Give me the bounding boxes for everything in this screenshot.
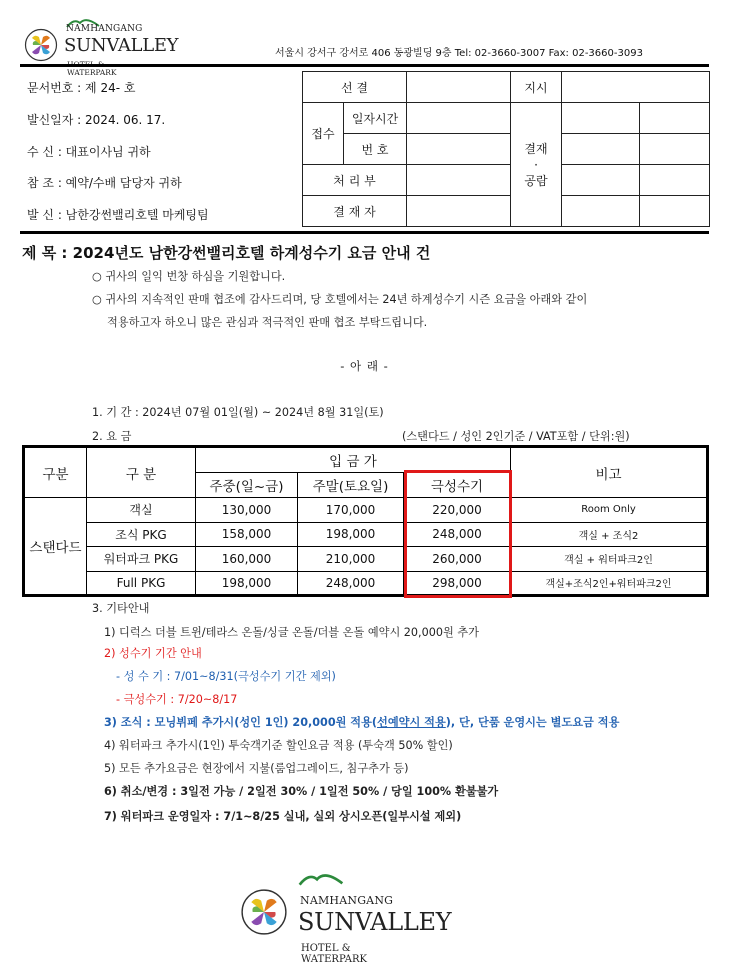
peak-price: 248,000: [404, 522, 511, 547]
col-weekday: 주중(일~금): [196, 473, 298, 498]
intro-paragraph: ○ 귀사의 지속적인 판매 협조에 감사드리며, 당 호텔에서는 24년 하계성수기 시즌 요금을 아래와 같이: [92, 293, 588, 306]
intro-paragraph-cont: 적용하고자 하오니 많은 관심과 적극적인 판매 협조 부탁드립니다.: [107, 316, 428, 329]
sign-cell: [640, 103, 710, 134]
logo-sun: SUN: [298, 908, 355, 936]
col-gubun: 구분: [24, 447, 87, 498]
cheoribu-cell: [407, 165, 511, 196]
etc-item-2a: - 성 수 기 : 7/01~8/31(극성수기 기간 제외): [116, 670, 336, 683]
weekday-price: 130,000: [196, 498, 298, 523]
iljasigan-label: 일자시간: [344, 103, 407, 134]
col-note: 비고: [511, 447, 708, 498]
weekend-price: 170,000: [298, 498, 404, 523]
header-divider: [20, 64, 709, 67]
etc-item-6: 6) 취소/변경 : 3일전 가능 / 2일전 30% / 1일전 50% / 당일 100% 환불불가: [104, 785, 499, 798]
seongyeol-label: 선 결: [303, 72, 407, 103]
send-date: 발신일자 : 2024. 06. 17.: [27, 113, 166, 127]
table-row: [24, 522, 708, 547]
package-name: 조식 PKG: [87, 522, 196, 547]
sign-cell: [562, 196, 640, 227]
doc-number: 문서번호 : 제 24- 호: [27, 81, 136, 95]
etc-item-2: 2) 성수기 기간 안내: [104, 647, 202, 660]
etc-heading: 3. 기타안내: [92, 602, 150, 615]
package-note: Room Only: [511, 498, 708, 523]
mountain-icon: [298, 870, 344, 886]
cheoribu-label: 처 리 부: [303, 165, 407, 196]
gyeoljae-gongram-label: 결재 · 공람: [511, 103, 562, 227]
sign-cell: [562, 165, 640, 196]
etc-item-4: 4) 워터파크 추가시(1인) 투숙객기준 할인요금 적용 (투숙객 50% 할인): [104, 739, 453, 752]
table-row: [24, 498, 708, 523]
seongyeol-cell: [407, 72, 511, 103]
package-name: 객실: [87, 498, 196, 523]
etc-item-5: 5) 모든 추가요금은 현장에서 지불(룸업그레이드, 침구추가 등): [104, 762, 409, 775]
sign-cell: [562, 103, 640, 134]
logo-waterpark: WATERPARK: [67, 68, 117, 77]
beonho-cell: [407, 134, 511, 165]
preorder-note: 선예약시 적용: [377, 716, 446, 729]
package-name: Full PKG: [87, 571, 196, 596]
col-price-group: 입 금 가: [196, 447, 511, 473]
table-row: [24, 571, 708, 596]
logo-valley: VALLEY: [354, 908, 452, 936]
rate-table: [22, 445, 709, 597]
peak-price: 260,000: [404, 547, 511, 572]
fee-note: (스탠다드 / 성인 2인기준 / VAT포함 / 단위:원): [402, 430, 630, 443]
gyeoljaeja-cell: [407, 196, 511, 227]
logo-hotel: HOTEL &: [301, 943, 351, 954]
logo-waterpark: WATERPARK: [301, 954, 367, 965]
sign-cell: [640, 134, 710, 165]
col-weekend: 주말(토요일): [298, 473, 404, 498]
sign-cell: [562, 134, 640, 165]
sign-cell: [640, 165, 710, 196]
etc-item-2b: - 극성수기 : 7/20~8/17: [116, 693, 238, 706]
hotel-logo: [24, 16, 224, 77]
sunvalley-emblem-icon: [240, 888, 288, 936]
etc-item-7: 7) 워터파크 운영일자 : 7/1~8/25 실내, 실외 상시오픈(일부시설 제외): [104, 810, 462, 823]
col-peak: 극성수기: [404, 473, 511, 498]
sunvalley-emblem-icon: [24, 28, 58, 62]
table-row: [24, 547, 708, 572]
jeopsu-label: 접수: [303, 103, 344, 165]
greeting-paragraph: ○ 귀사의 일익 번창 하심을 기원합니다.: [92, 270, 286, 283]
package-note: 객실 + 조식2: [511, 522, 708, 547]
room-type: 스탠다드: [24, 498, 87, 596]
gyeoljaeja-label: 결 재 자: [303, 196, 407, 227]
logo-namhangang: NAMHANGANG: [66, 24, 143, 34]
jisi-label: 지시: [511, 72, 562, 103]
weekday-price: 160,000: [196, 547, 298, 572]
logo-sun: SUN: [64, 35, 107, 56]
below-mark: - 아 래 -: [340, 359, 389, 373]
approval-table: [302, 71, 710, 227]
sign-cell: [640, 196, 710, 227]
letterhead: [20, 14, 710, 77]
fee-label: 2. 요 금: [92, 430, 132, 443]
package-note: 객실 + 워터파크2인: [511, 547, 708, 572]
peak-price: 298,000: [404, 571, 511, 596]
logo-namhangang: NAMHANGANG: [300, 894, 394, 907]
period-line: 1. 기 간 : 2024년 07월 01일(월) ~ 2024년 8월 31일(토): [92, 406, 384, 419]
beonho-label: 번 호: [344, 134, 407, 165]
package-name: 워터파크 PKG: [87, 547, 196, 572]
weekend-price: 198,000: [298, 522, 404, 547]
etc-item-1: 1) 디럭스 더블 트윈/테라스 온돌/싱글 온돌/더블 온돌 예약시 20,000원 추가: [104, 626, 479, 639]
weekend-price: 210,000: [298, 547, 404, 572]
weekday-price: 158,000: [196, 522, 298, 547]
col-gubun2: 구 분: [87, 447, 196, 498]
approval-divider: [20, 231, 709, 234]
logo-valley: VALLEY: [106, 35, 179, 56]
document-title: 제 목 : 2024년도 남한강썬밸리호텔 하계성수기 요금 안내 건: [22, 244, 431, 262]
peak-price: 220,000: [404, 498, 511, 523]
weekday-price: 198,000: [196, 571, 298, 596]
jisi-cell: [562, 72, 710, 103]
footer-logo: [240, 870, 510, 965]
sender: 발 신 : 남한강썬밸리호텔 마케팅팀: [27, 208, 209, 222]
company-address: 서울시 강서구 강서로 406 동광빌딩 9층 Tel: 02-3660-3007 Fax: 02-3660-3093: [275, 48, 643, 59]
etc-item-3: 3) 조식 : 모닝뷔페 추가시(성인 1인) 20,000원 적용(선예약시 적용), 단, 단품 운영시는 별도요금 적용: [104, 716, 620, 729]
weekend-price: 248,000: [298, 571, 404, 596]
recipient: 수 신 : 대표이사님 귀하: [27, 145, 151, 159]
reference: 참 조 : 예약/수배 담당자 귀하: [27, 176, 182, 190]
iljasigan-cell: [407, 103, 511, 134]
package-note: 객실+조식2인+워터파크2인: [511, 571, 708, 596]
